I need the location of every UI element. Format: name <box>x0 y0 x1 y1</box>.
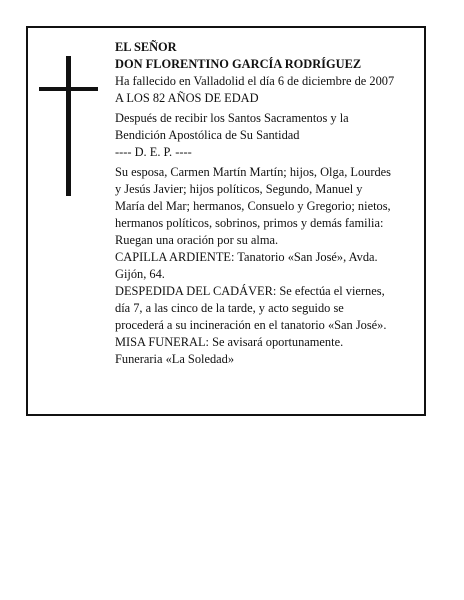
family-line-4: hermanos políticos, sobrinos, primos y demás familia: <box>115 216 384 230</box>
notice-title: EL SEÑOR <box>115 40 177 54</box>
chapel-line-2: Gijón, 64. <box>115 267 165 281</box>
mass-line: MISA FUNERAL: Se avisará oportunamente. <box>115 335 344 349</box>
sacraments-line-2: Bendición Apostólica de Su Santidad <box>115 128 300 142</box>
cross-horizontal-bar <box>39 87 98 91</box>
farewell-line-1: DESPEDIDA DEL CADÁVER: Se efectúa el viernes, <box>115 284 385 298</box>
prayer-line: Ruegan una oración por su alma. <box>115 233 279 247</box>
sacraments-line-1: Después de recibir los Santos Sacramentos y la <box>115 111 349 125</box>
cross-vertical-bar <box>66 56 71 196</box>
family-line-3: María del Mar; hermanos, Consuelo y Gregorio; nietos, <box>115 199 391 213</box>
chapel-line-1: CAPILLA ARDIENTE: Tanatorio «San José», Avda. <box>115 250 378 264</box>
family-line-1: Su esposa, Carmen Martín Martín; hijos, Olga, Lourdes <box>115 165 391 179</box>
farewell-line-2: día 7, a las cinco de la tarde, y acto seguido se <box>115 301 344 315</box>
family-line-2: y Jesús Javier; hijos políticos, Segundo, Manuel y <box>115 182 363 196</box>
death-statement: Ha fallecido en Valladolid el día 6 de diciembre de 2007 <box>115 74 395 88</box>
obituary-notice <box>26 26 426 416</box>
age-statement: A LOS 82 AÑOS DE EDAD <box>115 91 259 105</box>
deceased-name: DON FLORENTINO GARCÍA RODRÍGUEZ <box>115 57 362 71</box>
farewell-line-3: procederá a su incineración en el tanatorio «San José». <box>115 318 387 332</box>
notice-text <box>115 39 425 368</box>
funeral-home-line: Funeraria «La Soledad» <box>115 352 235 366</box>
rip-line: ---- D. E. P. ---- <box>115 145 192 159</box>
